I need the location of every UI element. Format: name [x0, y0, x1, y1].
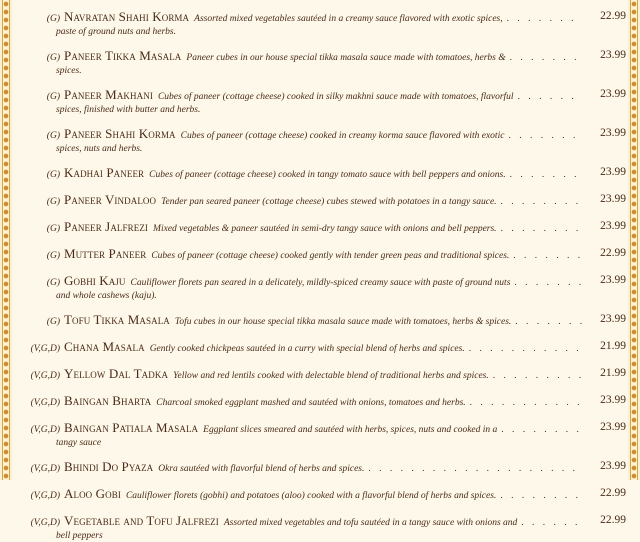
decorative-border-right	[628, 0, 640, 480]
menu-item	[22, 10, 626, 38]
dish-name: Bhindi Do Pyaza	[64, 460, 154, 474]
menu-item-line	[22, 166, 586, 182]
dish-price: 23.99	[600, 421, 626, 433]
dot-leader	[513, 250, 582, 263]
dot-leader	[493, 370, 582, 383]
dish-description-continued: spices, nuts and herbs.	[56, 144, 143, 154]
dish-name: Baingan Bharta	[64, 394, 152, 408]
dietary-tag: (G)	[46, 278, 60, 288]
menu-item-line	[22, 514, 586, 530]
menu-item-line	[22, 193, 586, 209]
dish-price: 22.99	[600, 514, 626, 526]
dish-price: 22.99	[600, 10, 626, 22]
menu-item-line	[22, 313, 586, 329]
dish-price: 23.99	[600, 313, 626, 325]
dietary-tag: (G)	[46, 131, 60, 141]
dot-leader	[507, 13, 582, 26]
menu-item	[22, 367, 626, 383]
dietary-tag: (G)	[46, 170, 60, 180]
dietary-tag: (G)	[46, 14, 60, 24]
dot-leader	[501, 424, 582, 437]
dish-description: Okra sautéed with flavorful blend of herbs and spices.	[158, 464, 365, 474]
dish-name: Mutter Paneer	[64, 247, 147, 261]
dish-description: Assorted mixed vegetables sautéed in a creamy sauce flavored with exotic spices,	[194, 14, 503, 24]
menu-item-line	[22, 220, 586, 236]
dot-leader	[510, 169, 582, 182]
dish-name: Vegetable and Tofu Jalfrezi	[64, 514, 219, 528]
dish-name: Yellow Dal Tadka	[64, 367, 169, 381]
dish-description-continued: bell peppers	[56, 531, 103, 541]
menu-item	[22, 127, 626, 155]
menu-item-line	[22, 340, 586, 356]
menu-item-line	[22, 394, 586, 410]
dietary-tag: (V,G,D)	[30, 371, 60, 381]
dish-price: 23.99	[600, 220, 626, 232]
menu-item	[22, 460, 626, 476]
menu-item	[22, 394, 626, 410]
dish-name: Paneer Vindaloo	[64, 193, 157, 207]
dish-description: Gently cooked chickpeas sautéed in a curry with special blend of herbs and spices.	[149, 344, 465, 354]
menu-item	[22, 421, 626, 449]
dot-leader	[501, 223, 582, 236]
dish-description: Mixed vegetables & paneer sautéed in semi-dry tangy sauce with onions and bell peppers.	[153, 224, 497, 234]
dish-description: Cubes of paneer (cottage cheese) cooked in silky makhni sauce made with tomatoes, flavorful	[157, 92, 514, 102]
dish-price: 21.99	[600, 340, 626, 352]
dot-leader	[508, 130, 582, 143]
dish-description-continued: paste of ground nuts and herbs.	[56, 27, 176, 37]
dietary-tag: (G)	[46, 224, 60, 234]
dot-leader	[469, 343, 582, 356]
menu-item	[22, 313, 626, 329]
menu-item-line	[22, 421, 586, 437]
dot-leader	[470, 397, 582, 410]
menu-item	[22, 220, 626, 236]
dish-name: Paneer Tikka Masala	[64, 49, 182, 63]
dot-leader	[514, 277, 582, 290]
dish-description: Cauliflower florets (gobhi) and potatoes (aloo) cooked with a flavorful blend of herbs and spices.	[125, 491, 497, 501]
dot-leader	[510, 52, 582, 65]
menu-item	[22, 274, 626, 302]
dietary-tag: (V,G,D)	[30, 518, 60, 528]
menu-item-line	[22, 10, 586, 26]
dish-name: Paneer Shahi Korma	[64, 127, 176, 141]
dish-price: 22.99	[600, 487, 626, 499]
menu-item-line	[22, 49, 586, 65]
menu-item-line	[22, 460, 586, 476]
menu-item	[22, 49, 626, 77]
dish-description: Cubes of paneer (cottage cheese) cooked gently with tender green peas and traditional spices.	[151, 251, 510, 261]
menu-list	[22, 0, 626, 542]
dietary-tag: (V,G,D)	[30, 344, 60, 354]
dish-name: Aloo Gobi	[64, 487, 121, 501]
dot-leader	[518, 91, 582, 104]
dish-price: 22.99	[600, 247, 626, 259]
menu-item	[22, 487, 626, 503]
dot-leader	[515, 316, 582, 329]
dish-price: 23.99	[600, 193, 626, 205]
dish-price: 23.99	[600, 394, 626, 406]
dish-description: Eggplant slices smeared and sautéed with herbs, spices, nuts and cooked in a	[203, 425, 498, 435]
dish-name: Paneer Makhani	[64, 88, 153, 102]
menu-item	[22, 514, 626, 542]
dot-leader	[501, 196, 582, 209]
dish-name: Gobhi Kaju	[64, 274, 126, 288]
dietary-tag: (G)	[46, 317, 60, 327]
menu-item-line	[22, 487, 586, 503]
menu-item-line	[22, 274, 586, 290]
menu-item	[22, 340, 626, 356]
dish-name: Baingan Patiala Masala	[64, 421, 199, 435]
dish-description-continued: spices, finished with butter and herbs.	[56, 105, 201, 115]
dish-description-continued: spices.	[56, 66, 82, 76]
menu-item	[22, 247, 626, 263]
menu-item-line	[22, 367, 586, 383]
dish-description: Charcoal smoked eggplant mashed and sautéed with onions, tomatoes and herbs.	[156, 398, 466, 408]
dot-leader	[521, 517, 582, 530]
dish-description: Cubes of paneer (cottage cheese) cooked in creamy korma sauce flavored with exotic	[180, 131, 505, 141]
menu-item-line	[22, 127, 586, 143]
menu-item-line	[22, 247, 586, 263]
dietary-tag: (V,G,D)	[30, 425, 60, 435]
dish-description: Cubes of paneer (cottage cheese) cooked in tangy tomato sauce with bell peppers and onions.	[149, 170, 506, 180]
dietary-tag: (G)	[46, 53, 60, 63]
dish-description: Cauliflower florets pan seared in a delicately, mildly-spiced creamy sauce with paste of ground nuts	[130, 278, 511, 288]
menu-item	[22, 193, 626, 209]
dish-description: Tofu cubes in our house special tikka masala sauce made with tomatoes, herbs & spices.	[174, 317, 512, 327]
dot-leader	[368, 463, 582, 476]
dish-description: Assorted mixed vegetables and tofu sautéed in a tangy sauce with onions and	[223, 518, 518, 528]
dish-description: Tender pan seared paneer (cottage cheese) cubes stewed with potatoes in a tangy sauce.	[161, 197, 497, 207]
dish-price: 23.99	[600, 166, 626, 178]
decorative-border-left	[0, 0, 12, 480]
dish-description-continued: tangy sauce	[56, 438, 102, 448]
dish-name: Chana Masala	[64, 340, 145, 354]
dish-description: Yellow and red lentils cooked with delectable blend of traditional herbs and spices.	[173, 371, 489, 381]
dietary-tag: (V,G,D)	[30, 398, 60, 408]
dish-name: Tofu Tikka Masala	[64, 313, 170, 327]
menu-item-line	[22, 88, 586, 104]
dot-leader	[500, 490, 582, 503]
dish-price: 23.99	[600, 49, 626, 61]
dish-price: 21.99	[600, 367, 626, 379]
dish-price: 23.99	[600, 274, 626, 286]
dish-name: Kadhai Paneer	[64, 166, 145, 180]
dietary-tag: (G)	[46, 92, 60, 102]
dish-name: Paneer Jalfrezi	[64, 220, 149, 234]
dish-description-continued: and whole cashews (kaju).	[56, 291, 157, 301]
dish-description: Paneer cubes in our house special tikka masala sauce made with tomatoes, herbs &	[186, 53, 506, 63]
dietary-tag: (G)	[46, 251, 60, 261]
dietary-tag: (V,G,D)	[30, 464, 60, 474]
dietary-tag: (V,G,D)	[30, 491, 60, 501]
dish-name: Navratan Shahi Korma	[64, 10, 190, 24]
menu-item	[22, 88, 626, 116]
menu-item	[22, 166, 626, 182]
dish-price: 23.99	[600, 88, 626, 100]
dish-price: 23.99	[600, 127, 626, 139]
dish-price: 23.99	[600, 460, 626, 472]
dietary-tag: (G)	[46, 197, 60, 207]
